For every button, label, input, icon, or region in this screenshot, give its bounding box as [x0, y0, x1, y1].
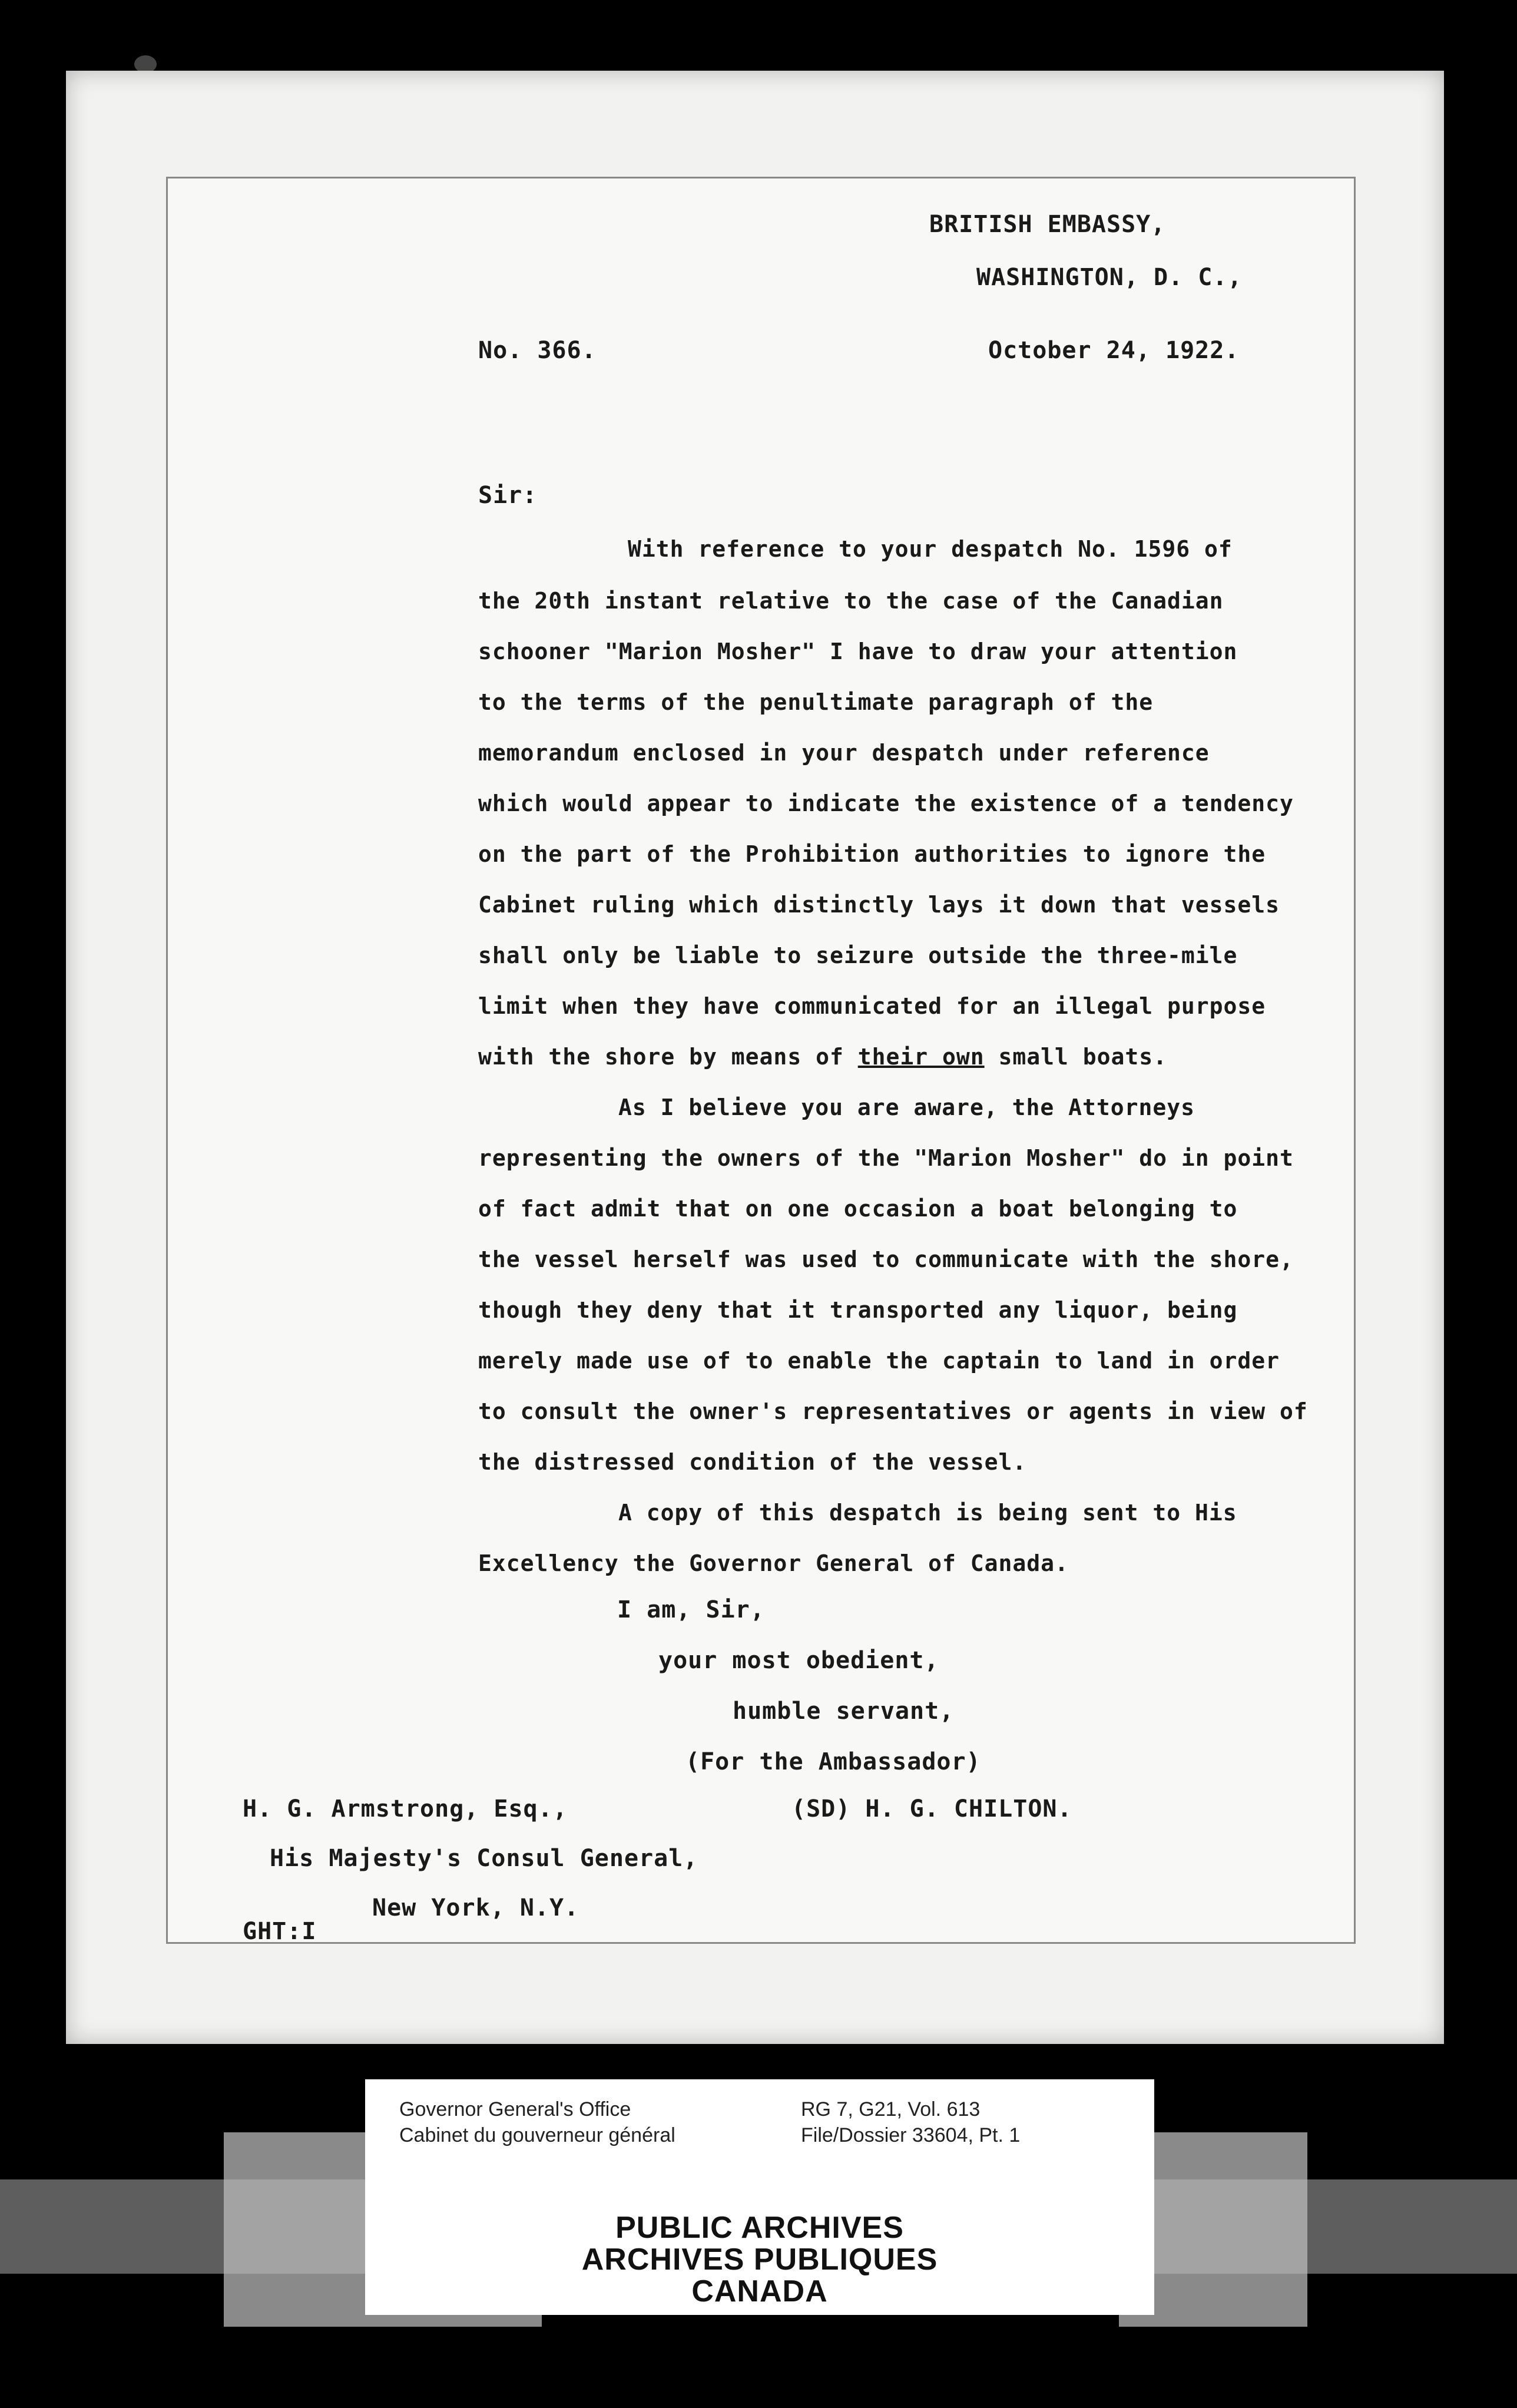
closing-line-3: humble servant,	[733, 1698, 955, 1725]
closing-line-1: I am, Sir,	[617, 1596, 765, 1623]
body-line-18: to consult the owner's representatives or agents in view of	[478, 1398, 1308, 1424]
body-line-21: Excellency the Governor General of Canada.	[478, 1550, 1069, 1576]
label-ref-file: File/Dossier 33604, Pt. 1	[801, 2124, 1021, 2146]
body-line-20: A copy of this despatch is being sent to His	[618, 1500, 1237, 1526]
body-line-11	[478, 1044, 1167, 1070]
closing-line-2: your most obedient,	[658, 1647, 939, 1674]
body-line-2: the 20th instant relative to the case of the Canadian	[478, 588, 1224, 614]
stamp-canada: CANADA	[691, 2274, 828, 2308]
body-line-11-start: with the shore by means of	[478, 1044, 844, 1070]
salutation: Sir:	[478, 482, 538, 509]
body-line-6: which would appear to indicate the existence of a tendency	[478, 790, 1294, 816]
body-line-10: limit when they have communicated for an illegal purpose	[478, 993, 1266, 1019]
letterhead-city: WASHINGTON, D. C.,	[976, 264, 1243, 291]
body-line-9: shall only be liable to seizure outside the three-mile	[478, 942, 1238, 968]
closing-line-4: (For the Ambassador)	[685, 1748, 981, 1775]
stamp-public-archives: PUBLIC ARCHIVES	[615, 2211, 904, 2245]
body-line-8: Cabinet ruling which distinctly lays it down that vessels	[478, 892, 1280, 918]
body-line-1: With reference to your despatch No. 1596 of	[628, 536, 1233, 562]
body-line-16: though they deny that it transported any liquor, being	[478, 1297, 1238, 1323]
body-line-11-end: small boats.	[998, 1044, 1168, 1070]
body-line-7: on the part of the Prohibition authorities to ignore the	[478, 841, 1266, 867]
typist-initials: GHT:I	[243, 1918, 317, 1945]
body-line-19: the distressed condition of the vessel.	[478, 1449, 1027, 1475]
body-line-4: to the terms of the penultimate paragraph of the	[478, 689, 1154, 715]
addressee-title: His Majesty's Consul General,	[270, 1845, 698, 1872]
label-office-en: Governor General's Office	[399, 2098, 631, 2121]
body-line-17: merely made use of to enable the captain to land in order	[478, 1348, 1280, 1374]
body-line-15: the vessel herself was used to communicate with the shore,	[478, 1246, 1294, 1272]
stamp-archives-publiques: ARCHIVES PUBLIQUES	[581, 2242, 938, 2277]
underlined-their-own: their own	[857, 1044, 985, 1070]
archive-label	[365, 2079, 1154, 2315]
body-line-3: schooner "Marion Mosher" I have to draw your attention	[478, 639, 1238, 664]
label-ref-volume: RG 7, G21, Vol. 613	[801, 2098, 981, 2121]
label-office-fr: Cabinet du gouverneur général	[399, 2124, 675, 2146]
body-line-12: As I believe you are aware, the Attorneys	[618, 1094, 1195, 1120]
body-line-13: representing the owners of the "Marion Mosher" do in point	[478, 1145, 1294, 1171]
addressee-name: H. G. Armstrong, Esq.,	[243, 1795, 568, 1822]
addressee-city: New York, N.Y.	[372, 1894, 579, 1921]
body-line-5: memorandum enclosed in your despatch under reference	[478, 740, 1210, 766]
letter-date: October 24, 1922.	[988, 337, 1240, 364]
body-line-14: of fact admit that on one occasion a boat belonging to	[478, 1196, 1238, 1222]
despatch-number: No. 366.	[478, 337, 597, 364]
signature: (SD) H. G. CHILTON.	[791, 1795, 1072, 1822]
letterhead-org: BRITISH EMBASSY,	[929, 211, 1166, 238]
